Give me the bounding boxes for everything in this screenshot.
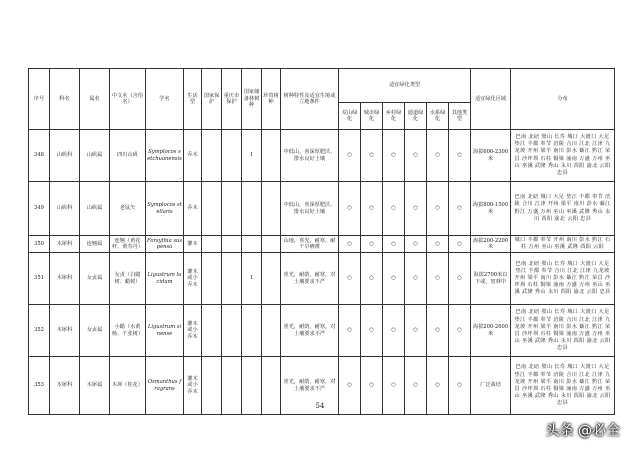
cell-family: 木犀科 <box>50 305 80 357</box>
cell-genus: 山矾属 <box>80 130 110 182</box>
cell-chongqing <box>222 182 242 236</box>
cell-type: ○ <box>383 182 405 236</box>
header-type: 其他类型 <box>449 103 471 130</box>
cell-region: 广泛栽培 <box>471 357 511 415</box>
header-suitable-group: 适宜绿化类型 <box>339 69 471 103</box>
table-header-row <box>29 69 615 103</box>
cell-genus: 山矾属 <box>80 182 110 236</box>
cell-type: ○ <box>383 253 405 305</box>
watermark <box>546 420 620 440</box>
header-rare: 珍贵树种 <box>262 69 281 130</box>
cell-growth: 乔木 <box>184 182 202 236</box>
cell-type: ○ <box>449 236 471 253</box>
cell-family: 山矾科 <box>50 182 80 236</box>
cell-no: 353 <box>29 357 50 415</box>
cell-growth: 乔木 <box>184 130 202 182</box>
cell-national <box>202 253 222 305</box>
cell-no: 351 <box>29 253 50 305</box>
cell-family: 木犀科 <box>50 357 80 415</box>
cell-region: 海拔600-2300米 <box>471 130 511 182</box>
cell-habit: 中低山，喜深厚肥沃、排水良好土壤 <box>281 130 339 182</box>
cell-genus: 女贞属 <box>80 253 110 305</box>
table-row <box>29 182 615 236</box>
header-type: 乡村绿化 <box>383 103 405 130</box>
cell-genus: 女贞属 <box>80 305 110 357</box>
cell-habit: 喜光，耐荫，耐寒，对土壤要求不严 <box>281 305 339 357</box>
cell-growth: 灌木 <box>184 236 202 253</box>
cell-region: 海拔200-2600米 <box>471 305 511 357</box>
header-distribution: 分布 <box>511 69 615 130</box>
cell-rare <box>262 305 281 357</box>
cell-type: ○ <box>339 253 361 305</box>
cell-type: ○ <box>383 236 405 253</box>
cell-national-reserve: Ⅰ <box>242 130 262 182</box>
header-type: 水系绿化 <box>427 103 449 130</box>
header-chongqing: 重庆市保护 <box>222 69 242 130</box>
cell-type: ○ <box>339 130 361 182</box>
cell-national-reserve <box>242 305 262 357</box>
cell-type: ○ <box>405 253 427 305</box>
watermark-text: 头条 @必全 <box>545 423 620 439</box>
cell-distribution: 巴南 北碚 璧山 长寿 城口 大渡口 大足 垫江 丰都 奉节 涪陵 合川 江北 江津 九龙坡 开州 梁平 南川 彭水 綦江 黔江 荣昌 沙坪坝 石柱 铜梁 潼南 万盛 万州 巫山 巫溪 武隆 秀山 永川 酉阳 渝北 云阳 忠县 <box>511 305 615 357</box>
cell-type: ○ <box>405 130 427 182</box>
cell-type: ○ <box>339 236 361 253</box>
cell-type: ○ <box>383 357 405 415</box>
cell-no: 349 <box>29 182 50 236</box>
header-cn-name: 中文名（含俗名） <box>110 69 146 130</box>
cell-type: ○ <box>427 236 449 253</box>
cell-national <box>202 236 222 253</box>
page-number: 54 <box>315 402 325 410</box>
cell-national <box>202 130 222 182</box>
table-row <box>29 253 615 305</box>
cell-national-reserve <box>242 182 262 236</box>
cell-sci-name: Osmanthus fragrans <box>146 357 184 415</box>
header-genus: 属名 <box>80 69 110 130</box>
cell-type: ○ <box>361 182 383 236</box>
cell-no: 348 <box>29 130 50 182</box>
cell-region: 海拔2700米以下或，密林中 <box>471 253 511 305</box>
cell-family: 山矾科 <box>50 130 80 182</box>
cell-sci-name: Forsythia suspensa <box>146 236 184 253</box>
cell-family: 木犀科 <box>50 236 80 253</box>
cell-chongqing <box>222 236 242 253</box>
cell-growth: 灌木或小乔木 <box>184 357 202 415</box>
cell-type: ○ <box>449 305 471 357</box>
cell-region: 海拔200-2200米 <box>471 236 511 253</box>
header-sci-name: 学名 <box>146 69 184 130</box>
cell-type: ○ <box>405 182 427 236</box>
cell-no: 352 <box>29 305 50 357</box>
species-table <box>28 68 615 415</box>
header-no: 序号 <box>29 69 50 130</box>
cell-type: ○ <box>361 305 383 357</box>
cell-type: ○ <box>449 182 471 236</box>
cell-region: 海拔800-1500米 <box>471 182 511 236</box>
cell-chongqing <box>222 305 242 357</box>
table-row <box>29 236 615 253</box>
cell-type: ○ <box>383 130 405 182</box>
cell-chongqing <box>222 253 242 305</box>
cell-cn-name: 女贞（白蜡树、蜡树） <box>110 253 146 305</box>
cell-type: ○ <box>449 253 471 305</box>
cell-rare <box>262 253 281 305</box>
cell-distribution: 城口 丰都 奉节 开州 南川 彭水 黔江 石柱 万州 巫山 巫溪 武隆 酉阳 云阳 <box>511 236 615 253</box>
cell-no: 350 <box>29 236 50 253</box>
cell-sci-name: Symplocos setchuanensis <box>146 130 184 182</box>
cell-type: ○ <box>427 253 449 305</box>
header-national: 国家保护 <box>202 69 222 130</box>
cell-type: ○ <box>339 182 361 236</box>
cell-type: ○ <box>339 357 361 415</box>
header-region: 适宜绿化区域 <box>471 69 511 130</box>
cell-genus: 连翘属 <box>80 236 110 253</box>
cell-growth: 灌木或小乔木 <box>184 253 202 305</box>
cell-distribution: 巴南 北碚 璧山 长寿 城口 大渡口 大足 垫江 丰都 奉节 合川 江北 江津 九龙坡 开州 梁平 南川 彭水 綦江 黔江 荣昌 沙坪坝 石柱 铜梁 潼南 万盛 万州 巫山 巫溪 武隆 秀山 永川 酉阳 渝北 云阳 忠县 <box>511 253 615 305</box>
cell-sci-name: Ligustrum lucidum <box>146 253 184 305</box>
cell-type: ○ <box>449 357 471 415</box>
header-growth: 生活型 <box>184 69 202 130</box>
header-type: 荒山绿化 <box>339 103 361 130</box>
cell-distribution: 巴南 北碚 城口 大足 垫江 丰都 奉节 涪陵 合川 江津 开州 梁平 南川 彭水 綦江 黔江 万盛 万州 巫山 巫溪 武隆 秀山 永川 酉阳 渝北 云阳 忠县 <box>511 182 615 236</box>
cell-type: ○ <box>427 182 449 236</box>
header-type: 通道绿化 <box>405 103 427 130</box>
cell-type: ○ <box>361 253 383 305</box>
cell-rare <box>262 236 281 253</box>
cell-habit: 中低山，喜深厚肥沃、排水良好土壤 <box>281 182 339 236</box>
cell-type: ○ <box>405 305 427 357</box>
header-type: 城市绿化 <box>361 103 383 130</box>
cell-distribution: 巴南 北碚 璧山 长寿 城口 大渡口 大足 垫江 丰都 奉节 涪陵 合川 江北 江津 九龙坡 开州 梁平 南川 彭水 綦江 黔江 荣昌 沙坪坝 石柱 铜梁 潼南 万盛 万州 巫山 巫溪 武隆 秀山 永川 酉阳 渝北 云阳 忠县 <box>511 357 615 415</box>
cell-rare <box>262 130 281 182</box>
table-row <box>29 130 615 182</box>
cell-type: ○ <box>339 305 361 357</box>
cell-cn-name: 四川山矾 <box>110 130 146 182</box>
cell-genus: 木犀属 <box>80 357 110 415</box>
cell-habit: 喜光，耐荫，耐寒，对土壤要求不严 <box>281 357 339 415</box>
cell-distribution: 巴南 北碚 璧山 长寿 城口 大渡口 大足 垫江 丰都 奉节 涪陵 合川 江北 江津 九龙坡 开州 梁平 南川 彭水 綦江 黔江 荣昌 沙坪坝 石柱 铜梁 潼南 万盛 万州 巫山 巫溪 武隆 秀山 永川 酉阳 渝北 云阳 忠县 <box>511 130 615 182</box>
cell-cn-name: 木犀（桂花） <box>110 357 146 415</box>
table-body <box>29 130 615 415</box>
cell-type: ○ <box>405 236 427 253</box>
cell-cn-name: 老鼠矢 <box>110 182 146 236</box>
header-national-reserve: 国家储备林树种 <box>242 69 262 130</box>
cell-national <box>202 305 222 357</box>
cell-cn-name: 小蜡（水黄杨、千张树） <box>110 305 146 357</box>
cell-type: ○ <box>361 130 383 182</box>
cell-type: ○ <box>383 305 405 357</box>
cell-sci-name: Ligustrum sinense <box>146 305 184 357</box>
cell-type: ○ <box>427 305 449 357</box>
cell-type: ○ <box>361 357 383 415</box>
cell-national-reserve <box>242 236 262 253</box>
header-habit: 树种特性及适宜生境或立地条件 <box>281 69 339 130</box>
cell-habit: 喜光，耐荫，耐寒，对土壤要求不严 <box>281 253 339 305</box>
cell-rare <box>262 182 281 236</box>
cell-national-reserve: Ⅰ <box>242 253 262 305</box>
cell-national <box>202 182 222 236</box>
table-row <box>29 305 615 357</box>
cell-type: ○ <box>405 357 427 415</box>
cell-type: ○ <box>427 130 449 182</box>
cell-type: ○ <box>427 357 449 415</box>
cell-family: 木犀科 <box>50 253 80 305</box>
cell-chongqing <box>222 130 242 182</box>
cell-growth: 灌木或小乔木 <box>184 305 202 357</box>
cell-sci-name: Symplocos stellaris <box>146 182 184 236</box>
cell-type: ○ <box>361 236 383 253</box>
cell-cn-name: 连翘（黄花杆、黄寿丹） <box>110 236 146 253</box>
cell-type: ○ <box>449 130 471 182</box>
cell-habit: 山地，喜光，耐寒，耐干旱瘠薄 <box>281 236 339 253</box>
header-family: 科名 <box>50 69 80 130</box>
